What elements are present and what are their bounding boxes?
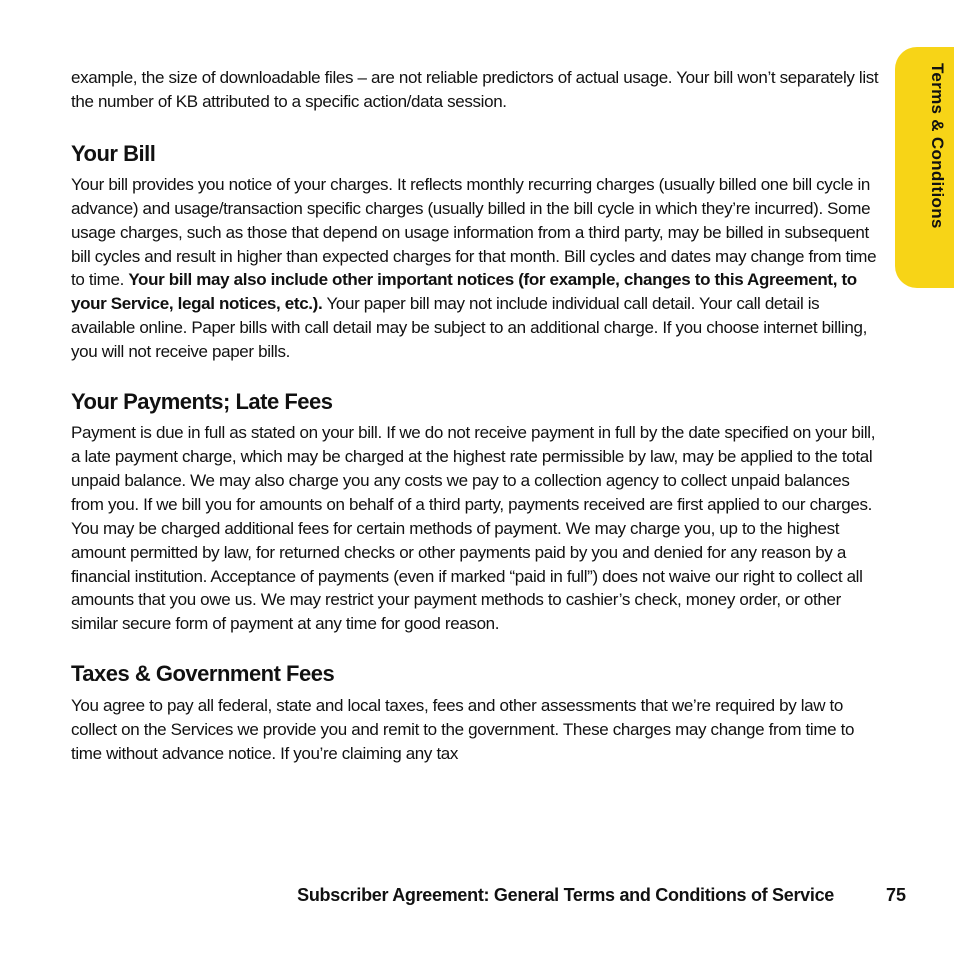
page-content (71, 66, 883, 766)
your-bill-text-continued: Your paper bill may not include individual call detail. Your call detail is available online. Paper bills with call detail may be subject to an additional charge. If you choose internet billing, you will not receive paper bills. (71, 294, 867, 362)
heading-payments-late-fees: Your Payments; Late Fees (71, 389, 333, 415)
page-number: 75 (885, 885, 906, 905)
payments-paragraph: Payment is due in full as stated on your bill. If we do not receive payment in full by the date specified on your bill, a late payment charge, which may be charged at the highest rate permissible by law, may be applied to the total unpaid balance. We may also charge you any costs we pay to a collection agency to collect unpaid balances from you. If we bill you for amounts on behalf of a third party, payments received are first applied to our charges. You may be charged additional fees for certain methods of payment. We may charge you, up to the highest amount permitted by law, for returned checks or other payments paid by you and denied for any reason by a financial institution. Acceptance of payments (even if marked “paid in full”) does not waive our right to collect all amounts that you owe us. We may restrict your payment methods to cashier’s check, money order, or other similar secure form of payment at any time for good reason. (71, 423, 876, 634)
intro-paragraph: example, the size of downloadable files – are not reliable predictors of actual usage. Your bill won’t separately list the number of KB attributed to a specific action/data session. (71, 68, 879, 111)
your-bill-bold-notice: Your bill may also include other important notices (for example, changes to this Agreement, to your Service, legal notices, etc.). (71, 270, 857, 314)
heading-your-bill: Your Bill (71, 140, 156, 166)
your-bill-paragraph (71, 173, 883, 364)
heading-taxes-government-fees: Taxes & Government Fees (71, 661, 335, 687)
footer-title: Subscriber Agreement: General Terms and Conditions of Service (297, 885, 834, 905)
taxes-paragraph: You agree to pay all federal, state and local taxes, fees and other assessments that we’re required by law to collect on the Services we provide you and remit to the government. These charges may change from time to time without advance notice. If you’re claiming any tax (71, 696, 855, 764)
side-tab-label: Terms & Conditions (928, 63, 947, 229)
your-bill-text: Your bill provides you notice of your charges. It reflects monthly recurring charges (usually billed one bill cycle in advance) and usage/transaction specific charges (usually billed in the bill cycle in which they’re incurred). Some usage charges, such as those that depend on usage information from a third party, may be billed in subsequent bill cycles and result in higher than expected charges for that month. Bill cycles and dates may change from time to time. (71, 174, 877, 290)
